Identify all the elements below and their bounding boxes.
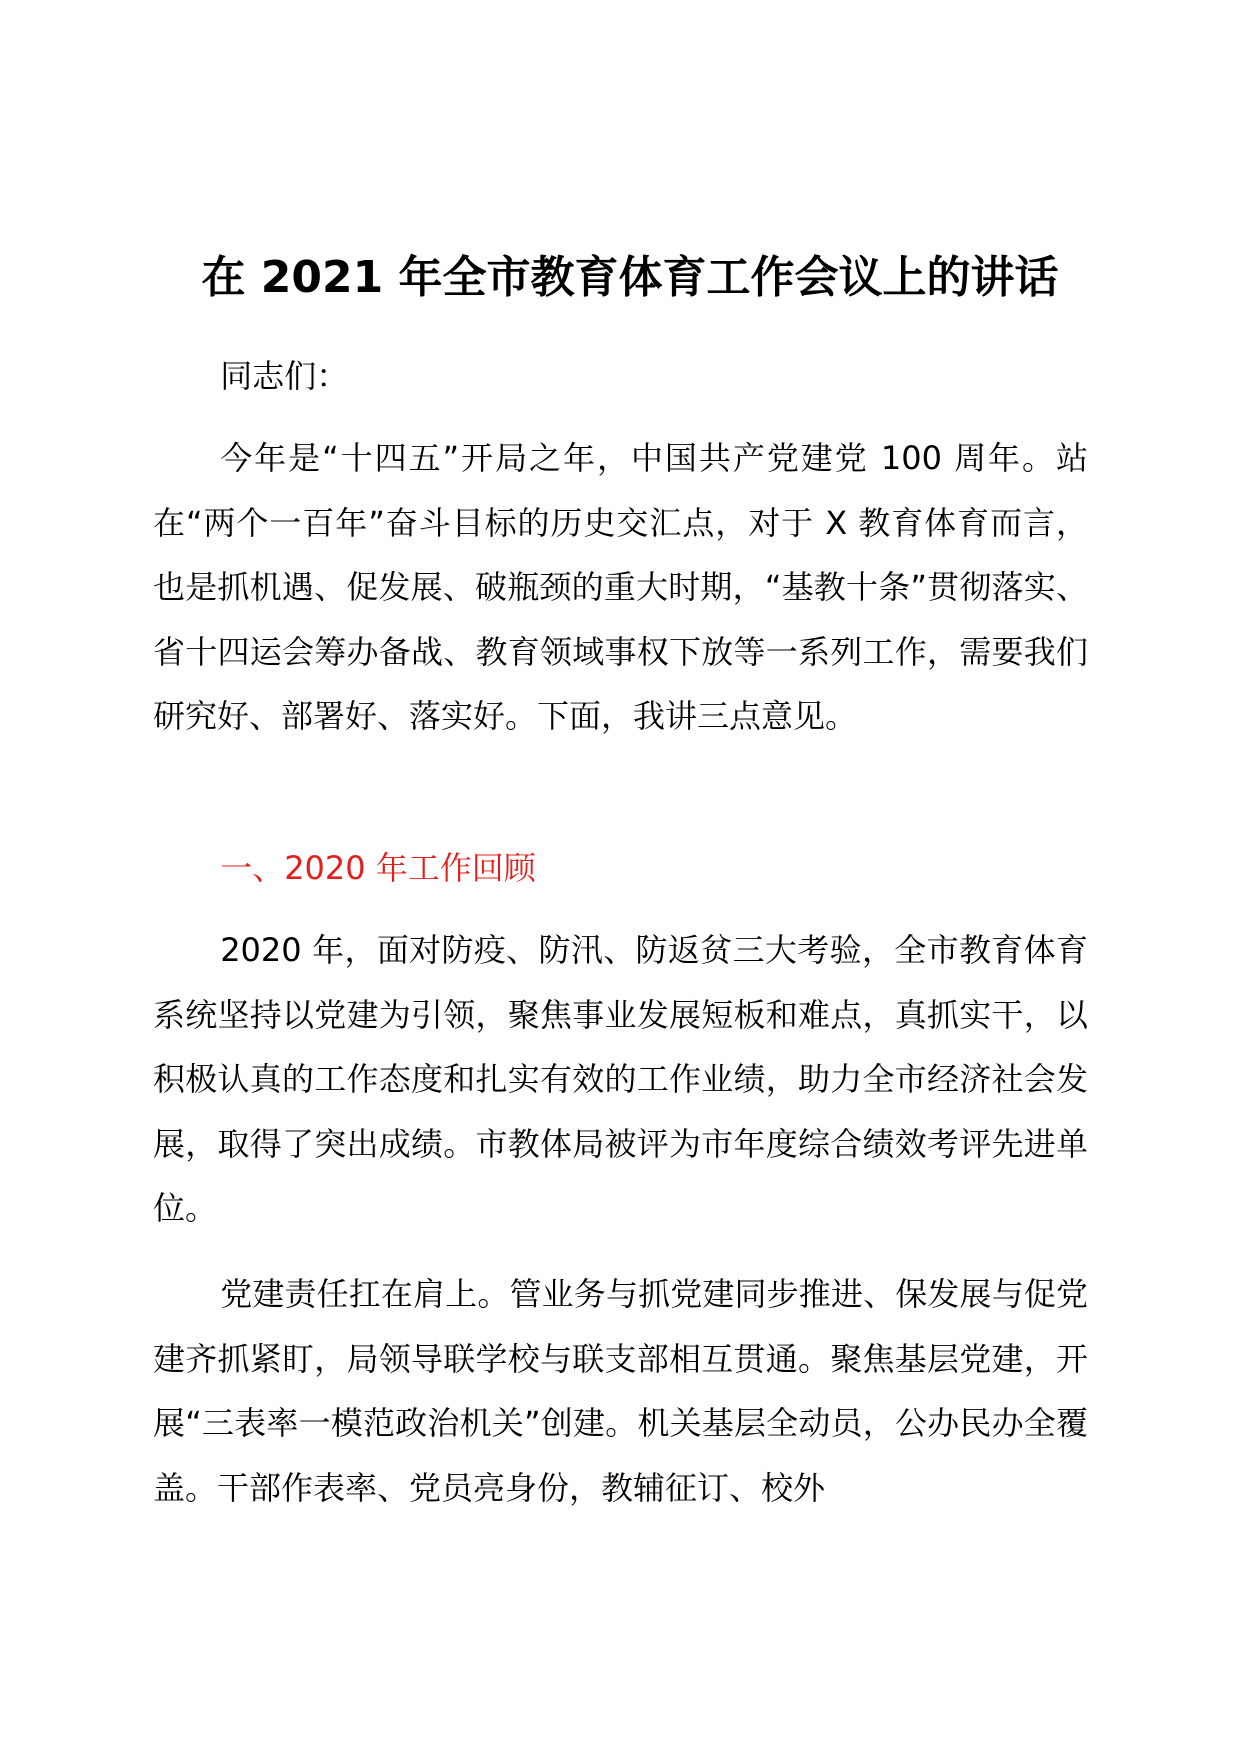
paragraph-review: 2020 年，面对防疫、防汛、防返贫三大考验，全市教育体育系统坚持以党建为引领，聚焦事业发展短板和难点，真抓实干，以积极认真的工作态度和扎实有效的工作业绩，助力全市经济社会发展，取得了突出成绩。市教体局被评为市年度综合绩效考评先进单位。 <box>153 931 1088 1227</box>
section-heading: 一、2020 年工作回顾 <box>220 849 536 887</box>
paragraph-intro: 今年是“十四五”开局之年，中国共产党建党 100 周年。站在“两个一百年”奋斗目标的历史交汇点，对于 X 教育体育而言，也是抓机遇、促发展、破瓶颈的重大时期，“基教十条”贯彻落实、省十四运会筹办备战、教育领域事权下放等一系列工作，需要我们研究好、部署好、落实好。下面，我讲三点意见。 <box>153 439 1088 735</box>
paragraph-party-building: 党建责任扛在肩上。管业务与抓党建同步推进、保发展与促党建齐抓紧盯，局领导联学校与联支部相互贯通。聚焦基层党建，开展“三表率一模范政治机关”创建。机关基层全动员，公办民办全覆盖。干部作表率、党员亮身份，教辅征订、校外 <box>153 1275 1088 1507</box>
document-title: 在 2021 年全市教育体育工作会议上的讲话 <box>201 252 1059 303</box>
salutation: 同志们： <box>220 357 349 395</box>
